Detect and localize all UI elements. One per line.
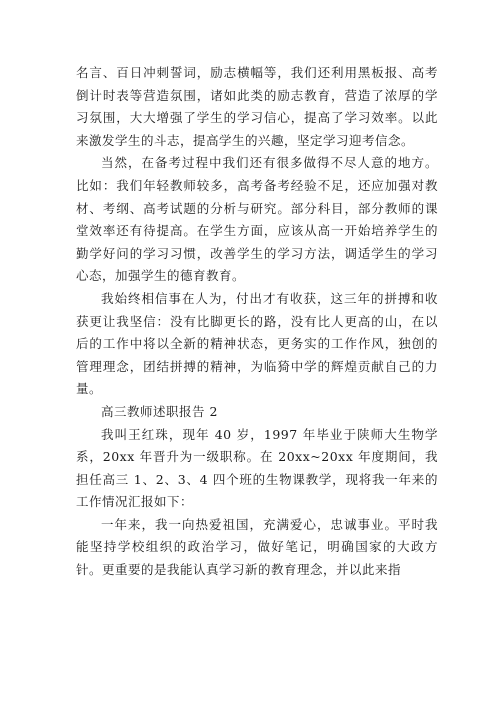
paragraph: 名言、百日冲刺誓词，励志横幅等，我们还利用黑板报、高考倒计时表等营造氛围，诸如此类的励志教育，营造了浓厚的学习氛围，大大增强了学生的学习信心，提高了学习效率。以此来激发学生的斗志，提高学生的兴趣，坚定学习迎考信念。 — [76, 65, 438, 148]
section-heading: 高三教师述职报告 2 — [101, 403, 218, 419]
paragraph: 一年来，我一向热爱祖国，充满爱心，忠诚事业。平时我能坚持学校组织的政治学习，做好笔记，明确国家的大政方针。更重要的是我能认真学习新的教育理念，并以此来指 — [76, 516, 438, 578]
paragraph: 我始终相信事在人为，付出才有收获，这三年的拼搏和收获更让我坚信：没有比脚更长的路，没有比人更高的山，在以后的工作中将以全新的精神状态，更务实的工作作风，独创的管理理念，团结拼搏的精神，为临猗中学的辉煌贡献自己的力量。 — [76, 290, 438, 397]
paragraph: 当然，在备考过程中我们还有很多做得不尽人意的地方。比如：我们年轻教师较多，高考备考经验不足，还应加强对教材、考纲、高考试题的分析与研究。部分科目，部分教师的课堂效率还有待提高。在学生方面，应该从高一开始培养学生的勤学好问的学习习惯，改善学生的学习方法，调适学生的学习心态，加强学生的德育教育。 — [76, 155, 438, 284]
paragraph: 我叫王红珠，现年 40 岁，1997 年毕业于陕师大生物学系，20xx 年晋升为一级职称。在 20xx~20xx 年度期间，我担任高三 1、2、3、4 四个班的生物课教学，现将我一年来的工作情况汇报如下： — [76, 426, 438, 510]
document-body — [76, 62, 438, 582]
